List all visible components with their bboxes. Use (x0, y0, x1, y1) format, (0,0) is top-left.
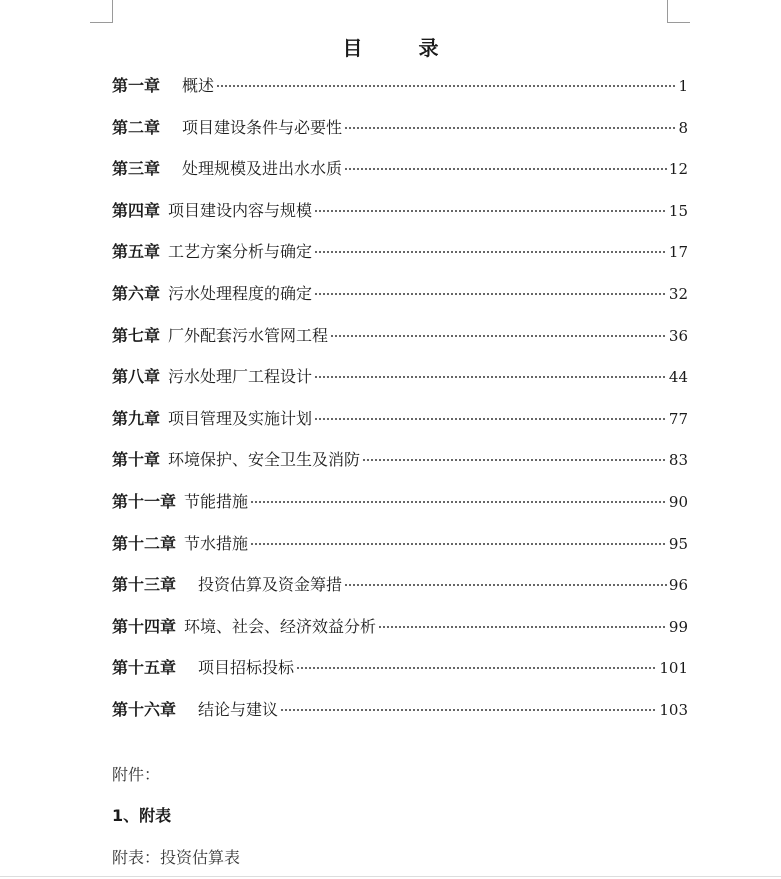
toc-chapter-title: 污水处理程度的确定 (168, 283, 313, 303)
toc-chapter-title: 工艺方案分析与确定 (168, 242, 313, 262)
toc-title-right: 录 (418, 36, 439, 60)
toc-chapter-number: 第四章 (112, 200, 161, 220)
toc-chapter-title: 项目管理及实施计划 (168, 408, 313, 428)
toc-chapter-number: 第二章 (112, 117, 161, 137)
toc-entry[interactable] (112, 157, 688, 199)
toc-chapter-number: 第九章 (112, 408, 161, 428)
toc-entry[interactable] (112, 240, 688, 282)
toc-leader-dots (314, 293, 667, 295)
toc-entry[interactable] (112, 656, 688, 698)
toc-chapter-title: 厂外配套污水管网工程 (168, 325, 329, 345)
toc-entry[interactable] (112, 615, 688, 657)
toc-page-number: 77 (668, 409, 688, 428)
table-of-contents (112, 74, 688, 740)
toc-chapter-number: 第八章 (112, 367, 161, 387)
toc-entry[interactable] (112, 698, 688, 740)
toc-chapter-number: 第三章 (112, 159, 161, 179)
toc-chapter-title: 项目建设内容与规模 (168, 200, 313, 220)
toc-entry[interactable] (112, 532, 688, 574)
toc-chapter-title: 项目招标投标 (198, 658, 295, 678)
toc-chapter-title: 环境保护、安全卫生及消防 (168, 450, 361, 470)
attachments-heading: 1、附表 (112, 806, 172, 825)
toc-chapter-title: 节水措施 (184, 533, 249, 553)
toc-chapter-number: 第十三章 (112, 575, 177, 595)
toc-page-number: 96 (668, 576, 688, 595)
toc-leader-dots (362, 459, 667, 461)
toc-chapter-number: 第六章 (112, 283, 161, 303)
toc-chapter-number: 第十一章 (112, 491, 177, 511)
toc-page-number: 103 (659, 700, 688, 719)
toc-leader-dots (314, 210, 667, 212)
toc-leader-dots (296, 667, 657, 669)
toc-entry[interactable] (112, 199, 688, 241)
toc-leader-dots (314, 418, 667, 420)
toc-leader-dots (344, 584, 667, 586)
toc-chapter-title: 项目建设条件与必要性 (182, 117, 343, 137)
toc-chapter-title: 概述 (182, 76, 215, 95)
toc-chapter-number: 第十六章 (112, 699, 177, 719)
toc-chapter-title: 处理规模及进出水水质 (182, 159, 343, 179)
toc-entry[interactable] (112, 116, 688, 158)
toc-entry[interactable] (112, 324, 688, 366)
toc-page-number: 36 (668, 326, 688, 345)
attachments-item: 附表：投资估算表 (112, 848, 241, 867)
toc-chapter-title: 结论与建议 (198, 699, 279, 719)
toc-leader-dots (250, 543, 667, 545)
toc-page-number: 83 (668, 451, 688, 470)
toc-chapter-number: 第十五章 (112, 658, 177, 678)
toc-page-number: 15 (668, 201, 688, 220)
toc-page-number: 32 (668, 284, 688, 303)
toc-leader-dots (216, 85, 676, 87)
toc-entry[interactable] (112, 573, 688, 615)
toc-page-number: 1 (678, 77, 688, 95)
toc-title (0, 32, 781, 61)
toc-page-number: 95 (668, 534, 688, 553)
toc-page-number: 101 (659, 659, 688, 678)
toc-leader-dots (378, 626, 667, 628)
toc-leader-dots (344, 127, 676, 129)
attachments-label: 附件： (112, 765, 161, 784)
crop-mark-top-left (90, 0, 113, 23)
crop-mark-top-right (667, 0, 690, 23)
page-divider (0, 876, 781, 877)
toc-chapter-title: 投资估算及资金筹措 (198, 575, 343, 595)
toc-chapter-number: 第七章 (112, 325, 161, 345)
toc-entry[interactable] (112, 407, 688, 449)
toc-entry[interactable] (112, 282, 688, 324)
toc-leader-dots (314, 376, 667, 378)
toc-page-number: 12 (668, 160, 688, 179)
toc-page-number: 99 (668, 617, 688, 636)
toc-chapter-title: 污水处理厂工程设计 (168, 367, 313, 387)
toc-page-number: 90 (668, 492, 688, 511)
toc-entry[interactable] (112, 74, 688, 116)
toc-chapter-number: 第五章 (112, 242, 161, 262)
toc-page-number: 17 (668, 243, 688, 262)
toc-leader-dots (344, 168, 667, 170)
toc-chapter-number: 第十章 (112, 450, 161, 470)
toc-leader-dots (250, 501, 667, 503)
toc-entry[interactable] (112, 365, 688, 407)
toc-page-number: 8 (678, 118, 688, 137)
toc-chapter-title: 环境、社会、经济效益分析 (184, 616, 377, 636)
toc-chapter-title: 节能措施 (184, 491, 249, 511)
toc-title-left: 目 (342, 36, 363, 60)
toc-chapter-number: 第十四章 (112, 616, 177, 636)
toc-entry[interactable] (112, 448, 688, 490)
toc-leader-dots (280, 709, 657, 711)
toc-chapter-number: 第一章 (112, 76, 161, 95)
toc-chapter-number: 第十二章 (112, 533, 177, 553)
toc-leader-dots (330, 335, 667, 337)
toc-page-number: 44 (668, 368, 688, 387)
toc-entry[interactable] (112, 490, 688, 532)
toc-leader-dots (314, 251, 667, 253)
